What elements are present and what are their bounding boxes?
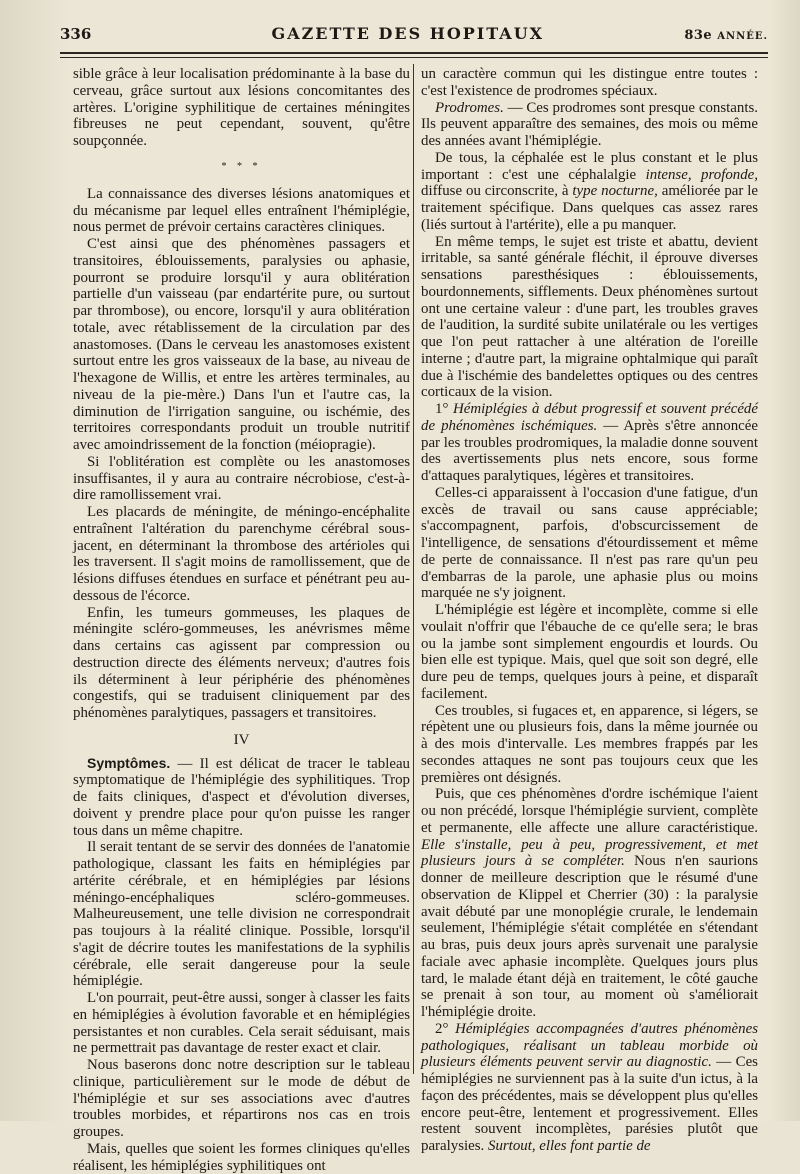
paragraph <box>421 401 758 485</box>
emphasis: intense, profonde, <box>645 166 758 183</box>
running-header <box>60 24 768 54</box>
emphasis: Elle s'installe, peu à peu, progressivement, et met plusieurs jours à se compléter. <box>421 836 758 870</box>
page-number: 336 <box>60 25 92 43</box>
paragraph: Les placards de méningite, de méningo-encéphalite entraînent l'altération du parenchyme cérébral sous-jacent, en déterminant la thrombose des artérioles qui les traversent. Il s'agit moins de ramollissement, que de lésions diffuses étendues en surface et pénétrant peu au-dessous de l'écorce. <box>73 504 410 604</box>
paragraph <box>421 786 758 1021</box>
subheading: Hémiplégies accompagnées d'autres phénomènes pathologiques, réalisant un tableau morbide où plusieurs éléments peuvent servir au diagnostic. <box>421 1020 758 1071</box>
paragraph: sible grâce à leur localisation prédominante à la base du cerveau, grâce surtout aux lésions concomitantes des artères. L'origine syphilitique de certaines méningites fibreuses ne peut cependant, souvent, qu'être soupçonnée. <box>73 66 410 149</box>
paragraph-text: — Il est délicat de tracer le tableau symptomatique de l'hémiplégie des syphilitiques. Trop de faits cliniques, d'aspect et d'évolution diverses, doivent y prendre place pour qu'on puisse les ranger tous dans un même chapitre. <box>73 755 410 839</box>
paragraph: Mais, quelles que soient les formes cliniques qu'elles réalisent, les hémiplégies syphilitiques ont <box>73 1140 410 1174</box>
paragraph: La connaissance des diverses lésions anatomiques et du mécanisme par lequel elles entraînent l'hémiplégie, nous permet de prévoir certains caractères cliniques. <box>73 185 410 236</box>
paragraph <box>421 1021 758 1155</box>
section-number: IV <box>233 731 250 748</box>
paragraph: Enfin, les tumeurs gommeuses, les plaques de méningite scléro-gommeuses, les anévrismes même dans certains cas agissent par compression ou destruction directe des éléments nerveux; d'autres fois ils déterminent à leur périphérie des phénomènes congestifs, qui se traduisent cliniquement par des phénomènes paralytiques, passagers et transitoires. <box>73 604 410 721</box>
section-heading: Symptômes. <box>87 754 171 771</box>
year-label <box>684 28 768 43</box>
journal-title: GAZETTE DES HOPITAUX <box>271 24 545 43</box>
header-rule <box>60 57 768 58</box>
paragraph: Celles-ci apparaissent à l'occasion d'une fatigue, d'un excès de travail ou sans cause appréciable; s'accompagnent, parfois, d'obscurcissement de l'intelligence, de sensations d'étourdissement et même de perte de connaissance. Il n'est pas rare qu'un peu d'embarras de la parole, une aphasie plus ou moins marquée ne s'y joignent. <box>421 484 758 602</box>
year-number: 83e <box>684 28 713 43</box>
paragraph: L'hémiplégie est légère et incomplète, comme si elle voulait n'offrir que l'ébauche de ce qu'elle sera; le bras ou la jambe sont simplement engourdis et lourds. Ou bien elle est typique. Mais, quel que soit son degré, elle dure peu de temps, quelques jours à peine, et disparaît facilement. <box>421 602 758 702</box>
paragraph-text: — Ces prodromes sont presque constants. Ils peuvent apparaître des semaines, des mois ou même des années avant l'hémiplégie. <box>421 99 758 149</box>
paragraph: En même temps, le sujet est triste et abattu, devient irritable, sa santé générale fléchit, il éprouve diverses sensations paresthésiques : éblouissements, bourdonnements, sifflements. Deux phénomènes surtout ont une certaine valeur : d'une part, les troubles graves de l'audition, la surdité subite unilatérale ou les vertiges que l'on peut rattacher à une altération de l'oreille interne ; d'autre part, la migraine ophtalmique qui paraît due à l'ischémie des bandelettes optiques ou des centres corticaux de la vision. <box>421 233 758 401</box>
emphasis: Surtout, elles font partie de <box>488 1138 651 1154</box>
left-column <box>73 66 410 1174</box>
paragraph: Ces troubles, si fugaces et, en apparence, si légers, se répètent une ou plusieurs fois, dans la même journée ou à des mois d'intervalle. Les membres frappés par les secondes attaques ne sont pas toujours ceux que les premières ont désignés. <box>421 702 758 786</box>
paragraph: Nous baserons donc notre description sur le tableau clinique, particulièrement sur le mode de début de l'hémiplégie et sur ses associations avec d'autres troubles morbides, et répartirons nos cas en trois groupes. <box>73 1057 410 1140</box>
paragraph-text: améliorée par le traitement spécifique. Dans quelques cas assez rares (liés surtout à l'artérite), elle a pu manquer. <box>421 183 758 233</box>
subheading: Prodromes. <box>435 99 504 116</box>
right-column <box>421 66 758 1155</box>
section-separator: * * * <box>221 160 262 172</box>
paragraph-text: De tous, la céphalée est le plus constant et le plus important : c'est une céphalalgie <box>421 149 758 183</box>
paragraph-text: — Ces hémiplégies ne surviennent pas à la suite d'un ictus, à la façon des précédentes, mais se développent plus qu'elles encore peut-être, lentement et progressivement. Elles restent souvent incomplètes, parésies plutôt que paralysies. <box>421 1054 758 1154</box>
list-number: 1° <box>435 401 449 417</box>
emphasis: type nocturne, <box>572 183 658 200</box>
paragraph <box>73 755 410 840</box>
paragraph-text: Puis, que ces phénomènes d'ordre ischémique l'aient ou non précédé, lorsque l'hémiplégie survient, complète et permanente, elle affecte une allure caractéristique. <box>421 786 758 836</box>
paragraph-text: Nous n'en saurions donner de meilleure description que le résumé d'une observation de Klippel et Cherrier (30) : la paralysie avait débuté par une monoplégie crurale, le lendemain seulement, l'hémiplégie s'était complétée en s'étendant au bras, puis deux jours après survenait une paralysie faciale avec aphasie incomplète. Quelques jours plus tard, le malade étant déjà en traitement, le côté gauche se prenait à son tour, au moment où s'améliorait l'hémiplégie droite. <box>421 853 758 1020</box>
column-divider <box>413 64 414 1074</box>
year-word: ANNÉE. <box>717 31 768 42</box>
paragraph: L'on pourrait, peut-être aussi, songer à classer les faits en hémiplégies à évolution favorable et en hémiplégies persistantes et non curables. Cela serait séduisant, mais ne permettrait pas davantage de rester exact et clair. <box>73 990 410 1057</box>
paragraph: Si l'oblitération est complète ou les anastomoses insuffisantes, il y aura au contraire nécrobiose, c'est-à-dire ramollissement vrai. <box>73 453 410 504</box>
paragraph: un caractère commun qui les distingue entre toutes : c'est l'existence de prodromes spéciaux. <box>421 66 758 99</box>
list-number: 2° <box>435 1020 449 1037</box>
paragraph <box>421 100 758 150</box>
paragraph <box>421 150 758 234</box>
subheading: Hémiplégies à début progressif et souvent précédé de phénomènes ischémiques. <box>421 401 758 434</box>
paragraph-text: — Après s'être annoncée par les troubles prodromiques, la maladie donne souvent des avertissements plus nets encore, sous forme d'attaques paralytiques, légères et transitoires. <box>421 417 759 484</box>
paragraph-text: diffuse ou circonscrite, à <box>421 183 573 200</box>
paragraph: C'est ainsi que des phénomènes passagers et transitoires, éblouissements, paralysies ou aphasie, pourront se produire lorsqu'il y aura oblitération partielle d'un vaisseau (par endartérite pure, ou surtout par thrombose), ou encore, lorsqu'il y aura oblitération totale, avec rétablissement de la circulation par des anastomoses. (Dans le cerveau les anastomoses existent surtout entre les gros vaisseaux de la base, au niveau de l'hexagone de Willis, et entre les artères terminales, au niveau de la pie-mère.) Dans l'un et l'autre cas, la diminution de l'irrigation sanguine, ou ischémie, des territoires correspondants produit un trouble nutritif avec amoindrissement de la fonction (méiopragie). <box>73 236 410 453</box>
paragraph: Il serait tentant de se servir des données de l'anatomie pathologique, classant les faits en hémiplégies par artérite cérébrale, et en hémiplégies par lésions méningo-encéphaliques scléro-gommeuses. Malheureusement, une telle division ne correspondrait pas toujours à la réalité clinique. Possible, lorsqu'il s'agit de décrire toutes les manifestations de la syphilis cérébrale, elle serait dangereuse pour la seule hémiplégie. <box>73 839 410 990</box>
